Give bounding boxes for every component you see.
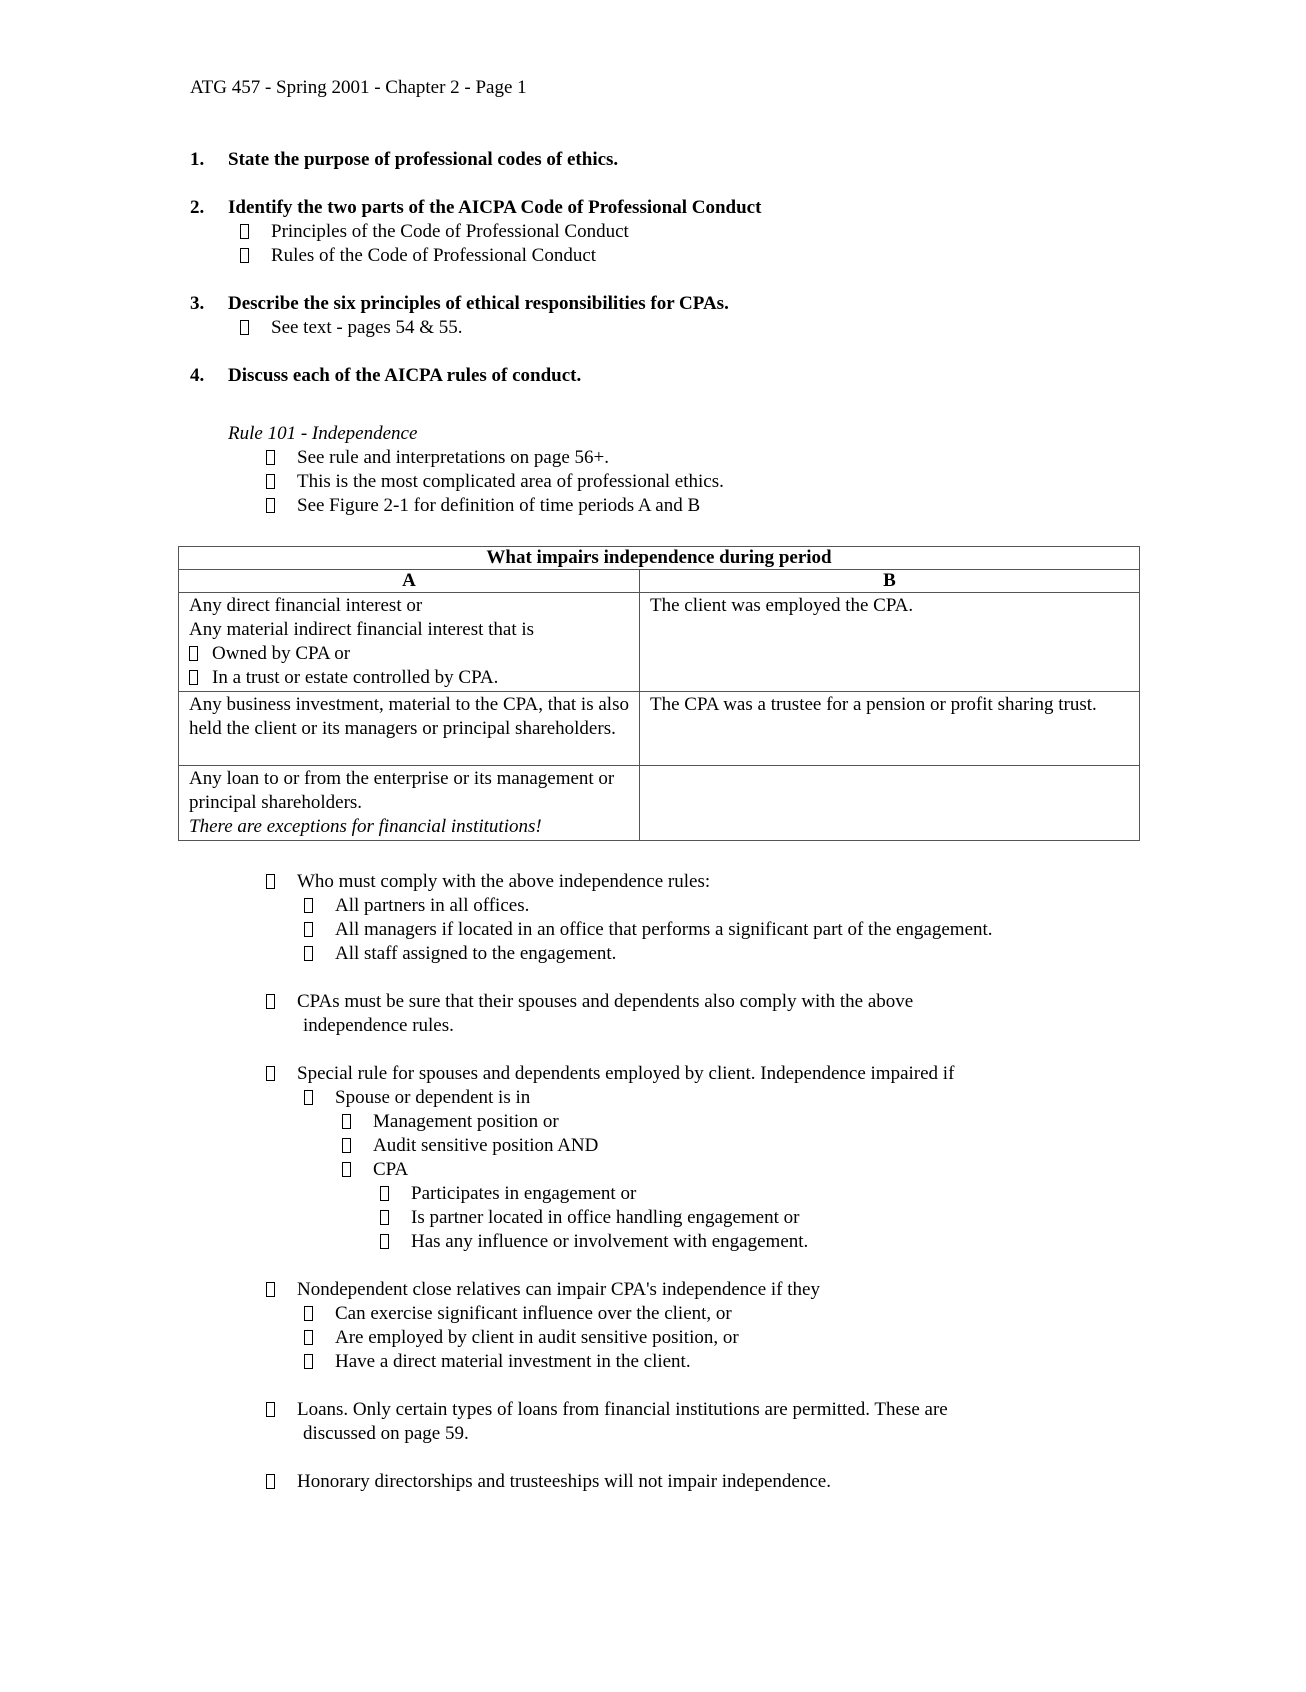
list-item-continuation: discussed on page 59.	[303, 1423, 469, 1444]
question-text: Identify the two parts of the AICPA Code of Professional Conduct	[228, 197, 762, 218]
column-header-a: A	[179, 570, 640, 593]
table-cell: The client was employed the CPA.	[640, 593, 1140, 692]
bullet-box-icon	[266, 1474, 275, 1489]
bullet-box-icon	[240, 320, 249, 335]
list-item: All staff assigned to the engagement.	[304, 942, 616, 966]
bullet-box-icon	[189, 670, 198, 685]
table-header-row	[179, 570, 1140, 593]
bullet-box-icon	[304, 898, 313, 913]
bullet-box-icon	[266, 1402, 275, 1417]
list-item: CPAs must be sure that their spouses and dependents also comply with the above	[266, 990, 913, 1014]
list-item: Audit sensitive position AND	[342, 1134, 598, 1158]
list-item: Are employed by client in audit sensitive position, or	[304, 1326, 739, 1350]
bullet-box-icon	[304, 1090, 313, 1105]
table-row	[179, 692, 1140, 766]
list-item: This is the most complicated area of professional ethics.	[266, 470, 724, 494]
bullet-box-icon	[342, 1114, 351, 1129]
question-text: Discuss each of the AICPA rules of conduct.	[228, 365, 582, 386]
table-row	[179, 766, 1140, 841]
list-item: All managers if located in an office that performs a significant part of the engagement.	[304, 918, 993, 942]
bullet-box-icon	[304, 1330, 313, 1345]
list-item: See Figure 2-1 for definition of time periods A and B	[266, 494, 700, 518]
table-cell: Any direct financial interest or Any material indirect financial interest that is Owned by CPA or In a trust or estate controlled by CPA.	[179, 593, 640, 692]
list-item-continuation: independence rules.	[303, 1015, 454, 1036]
list-item: Management position or	[342, 1110, 559, 1134]
bullet-box-icon	[266, 874, 275, 889]
bullet-box-icon	[342, 1162, 351, 1177]
question-2	[190, 196, 761, 220]
rule-101-title: Rule 101 - Independence	[228, 423, 418, 444]
table-title: What impairs independence during period	[179, 547, 1140, 570]
question-3	[190, 292, 729, 316]
bullet-box-icon	[266, 1066, 275, 1081]
question-number: 3.	[190, 293, 205, 314]
bullet-box-icon	[304, 1354, 313, 1369]
question-number: 2.	[190, 197, 205, 218]
bullet-box-icon	[189, 646, 198, 661]
bullet-box-icon	[380, 1210, 389, 1225]
list-item: All partners in all offices.	[304, 894, 529, 918]
table-cell: Any loan to or from the enterprise or its management or principal shareholders. There are exceptions for financial institutions!	[179, 766, 640, 841]
list-item: Who must comply with the above independence rules:	[266, 870, 710, 894]
list-item: Participates in engagement or	[380, 1182, 636, 1206]
question-1	[190, 148, 618, 172]
list-item: Have a direct material investment in the client.	[304, 1350, 691, 1374]
question-text: Describe the six principles of ethical responsibilities for CPAs.	[228, 293, 729, 314]
list-item: Loans. Only certain types of loans from financial institutions are permitted. These are	[266, 1398, 948, 1422]
table-title-row	[179, 547, 1140, 570]
table-cell: Any business investment, material to the CPA, that is also held the client or its managers or principal shareholders.	[179, 692, 640, 766]
list-item: Rules of the Code of Professional Conduct	[240, 244, 596, 268]
list-item: Special rule for spouses and dependents employed by client. Independence impaired if	[266, 1062, 954, 1086]
list-item: Has any influence or involvement with engagement.	[380, 1230, 808, 1254]
list-item: CPA	[342, 1158, 408, 1182]
bullet-box-icon	[240, 248, 249, 263]
question-number: 1.	[190, 149, 205, 170]
bullet-box-icon	[266, 994, 275, 1009]
list-item: Is partner located in office handling engagement or	[380, 1206, 799, 1230]
table-cell	[640, 766, 1140, 841]
independence-table	[178, 546, 1140, 841]
table-cell: The CPA was a trustee for a pension or profit sharing trust.	[640, 692, 1140, 766]
bullet-box-icon	[304, 946, 313, 961]
bullet-box-icon	[380, 1234, 389, 1249]
list-item: Principles of the Code of Professional Conduct	[240, 220, 629, 244]
question-text: State the purpose of professional codes of ethics.	[228, 149, 619, 170]
bullet-box-icon	[266, 1282, 275, 1297]
bullet-box-icon	[380, 1186, 389, 1201]
question-number: 4.	[190, 365, 205, 386]
bullet-box-icon	[266, 450, 275, 465]
bullet-box-icon	[266, 474, 275, 489]
list-item: Can exercise significant influence over the client, or	[304, 1302, 732, 1326]
page-header: ATG 457 - Spring 2001 - Chapter 2 - Page 1	[190, 77, 527, 98]
bullet-box-icon	[342, 1138, 351, 1153]
list-item: Spouse or dependent is in	[304, 1086, 530, 1110]
bullet-box-icon	[304, 922, 313, 937]
question-4	[190, 364, 581, 388]
bullet-box-icon	[304, 1306, 313, 1321]
list-item: See rule and interpretations on page 56+.	[266, 446, 609, 470]
bullet-box-icon	[266, 498, 275, 513]
list-item: Nondependent close relatives can impair CPA's independence if they	[266, 1278, 820, 1302]
list-item: Honorary directorships and trusteeships will not impair independence.	[266, 1470, 831, 1494]
table-row	[179, 593, 1140, 692]
list-item: See text - pages 54 & 55.	[240, 316, 463, 340]
column-header-b: B	[640, 570, 1140, 593]
bullet-box-icon	[240, 224, 249, 239]
